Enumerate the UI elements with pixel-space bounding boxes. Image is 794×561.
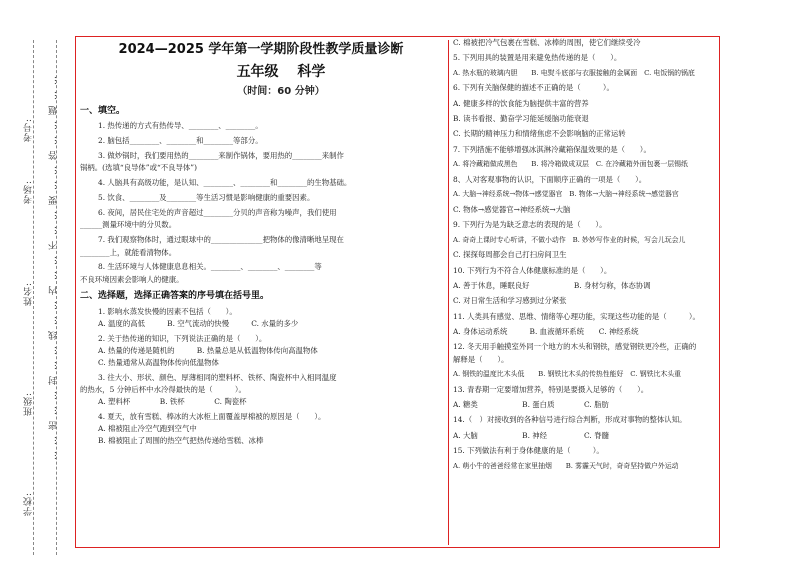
fill-question: 2. 脑包括________、________和________等部分。: [98, 136, 263, 146]
choice-options: A. 奇奇上课时专心听讲，不做小动作 B. 妙妙写作业的时候，写会儿玩会儿: [453, 235, 686, 244]
choice-question: 5. 下列用具的装置是用来避免热传递的是（ ）。: [453, 53, 622, 63]
choice-options: A. 健康多样的饮食能为脑提供丰富的营养: [453, 98, 589, 108]
class-label: 班级:: [24, 392, 34, 417]
choice-options: A. 萌小牛的爸爸经常在家里抽烟 B. 雾霾天气时，奇奇坚持做户外运动: [453, 461, 679, 470]
right-column: [453, 38, 715, 476]
fill-question: 1. 热传递的方式有热传导、________、________。: [98, 121, 263, 131]
choice-options: A. 钢铁的温度比木头低 B. 钢铁比木头的传热性能好 C. 钢铁比木头重: [453, 370, 682, 379]
grade-subject: 五年级 科学: [236, 64, 326, 81]
choice-question: 9. 下列行为是为缺乏意志的表现的是（ ）。: [453, 220, 607, 230]
choice-options: C. 热量通常从高温物体传向低温物体: [98, 358, 219, 368]
choice-question: 2. 关于热传递的知识，下列说法正确的是（ ）。: [98, 333, 267, 343]
choice-options: B. 读书看报、勤奋学习能延缓脑功能衰退: [453, 114, 589, 124]
seal-line-text: ……密……封……线……内……不……要……答……题……: [49, 70, 59, 460]
fill-question: 6. 夜间，居民住宅处的声音超过________分贝的声音称为噪声，我们使用: [98, 208, 337, 218]
choice-options: A. 大脑 B. 神经 C. 脊髓: [453, 430, 609, 440]
fill-question: 不良环境因素会影响人的健康。: [80, 274, 184, 284]
choice-question: 7. 下列措施不能够增强冰淇淋冷藏箱保温效果的是（ ）。: [453, 144, 651, 154]
choice-options: A. 温度的高低 B. 空气流动的快慢 C. 水量的多少: [98, 319, 299, 329]
fill-question: 7. 我们观察物体时，通过眼球中的______________把物体的像清晰地呈现在: [98, 235, 344, 245]
fill-question: ________上，就能看清物体。: [80, 247, 177, 257]
choice-question: 15. 下列做法有利于身体健康的是（ ）。: [453, 446, 604, 456]
school-label: 学校:: [24, 492, 34, 517]
fill-question: 3. 做炒锅时，我们要用热的________来制作锅体，要用热的________来制作: [98, 151, 344, 161]
choice-options: A. 糖类 B. 蛋白质 C. 脂肪: [453, 400, 609, 410]
choice-question: 10. 下列行为不符合人体健康标准的是（ ）。: [453, 265, 612, 275]
choice-options: A. 热水瓶的玻璃内胆 B. 电熨斗底部与衣服接触的金属面 C. 电饭锅的锅底: [453, 68, 695, 77]
binding-sidebar: [0, 0, 62, 561]
fill-question: 锅柄。(选填“良导体”或“不良导体”): [80, 163, 197, 173]
column-divider: [448, 40, 449, 545]
fill-question: ______测量环境中的分贝数。: [80, 220, 177, 230]
exam-title: 2024—2025 学年第一学期阶段性教学质量诊断: [118, 42, 404, 57]
choice-options: A. 善于休息，睡眠良好 B. 身材匀称，体态协调: [453, 280, 651, 290]
number-label: 考号:: [24, 118, 34, 143]
room-label: 考场:: [24, 180, 34, 205]
choice-options: C. 探探每周都会自己打扫房间卫生: [453, 250, 567, 260]
choice-question: 6. 下列有关脑保健的描述不正确的是（ ）。: [453, 83, 614, 93]
choice-question: 4. 夏天，放有雪糕、棒冰的大冰柜上面覆盖厚棉被的原因是（ ）。: [98, 411, 326, 421]
choice-options: A. 大脑→神经系统→物体→感觉器官 B. 物体→大脑→神经系统→感觉器官: [453, 190, 679, 199]
name-label: 姓名:: [24, 282, 34, 307]
section-choice: 二、选择题，选择正确答案的序号填在括号里。: [80, 291, 270, 302]
choice-options: C. 长期的精神压力和情绪焦虑不会影响脑的正常运转: [453, 129, 626, 139]
fill-question: 5. 饮食、________及________等生活习惯是影响健康的重要因素。: [98, 193, 315, 203]
choice-question: 12. 冬天用手触摸室外同一个地方的木头和钢铁，感觉钢铁更冷些，正确的: [453, 342, 697, 352]
choice-options: A. 热量的传递是随机的 B. 热量总是从低温物体传向高温物体: [98, 345, 318, 355]
choice-options: B. 棉被阻止了周围的热空气把热传递给雪糕、冰棒: [98, 436, 264, 446]
section-fill-in: 一、填空。: [80, 105, 126, 116]
choice-question: 11. 人类具有感觉、思维、情绪等心理功能，实现这些功能的是（ ）。: [453, 311, 700, 321]
choice-question: 8、人对客观事物的认识，下面顺序正确的一项是（ ）。: [453, 174, 647, 184]
choice-options: A. 将冷藏箱做成黑色 B. 将冷箱做成双层 C. 在冷藏箱外面包裹一层锡纸: [453, 160, 688, 169]
choice-question: 3. 往大小、形状、颜色、厚薄相同的塑料杯、铁杯、陶瓷杯中入相同温度: [98, 372, 337, 382]
left-column: [80, 40, 442, 451]
fill-question: 4. 人脑具有高级功能，是认知、________、________和________的生物基础。: [98, 178, 352, 188]
choice-question: 14.（ ）对接收到的各种信号进行综合判断，形成对事物的整体认知。: [453, 415, 687, 425]
choice-question: 13. 青春期一定要增加营养，特别是要摄入足够的（ ）。: [453, 384, 649, 394]
choice-question: 1. 影响水蒸发快慢的因素不包括（ ）。: [98, 306, 237, 316]
choice-options: A. 棉被阻止冷空气跑到空气中: [98, 424, 197, 434]
choice-options: A. 身体运动系统 B. 血液循环系统 C. 神经系统: [453, 327, 639, 337]
choice-options: C. 棉被把冷气包裹在雪糕、冰棒的周围，使它们继续受冷: [453, 38, 641, 47]
choice-question: 的热水，5 分钟后杯中水冷得最快的是（ ）。: [80, 384, 246, 394]
choice-options: C. 物体→感觉器官→神经系统→大脑: [453, 204, 571, 214]
choice-question: 解释是（ ）。: [453, 354, 509, 364]
choice-options: A. 塑料杯 B. 铁杯 C. 陶瓷杯: [98, 397, 247, 407]
choice-options: C. 对日常生活和学习感到过分紧张: [453, 296, 567, 306]
fill-question: 8. 生活环境与人体健康息息相关。________、________、________等: [98, 262, 322, 272]
exam-time: （时间：60 分钟）: [237, 85, 325, 97]
